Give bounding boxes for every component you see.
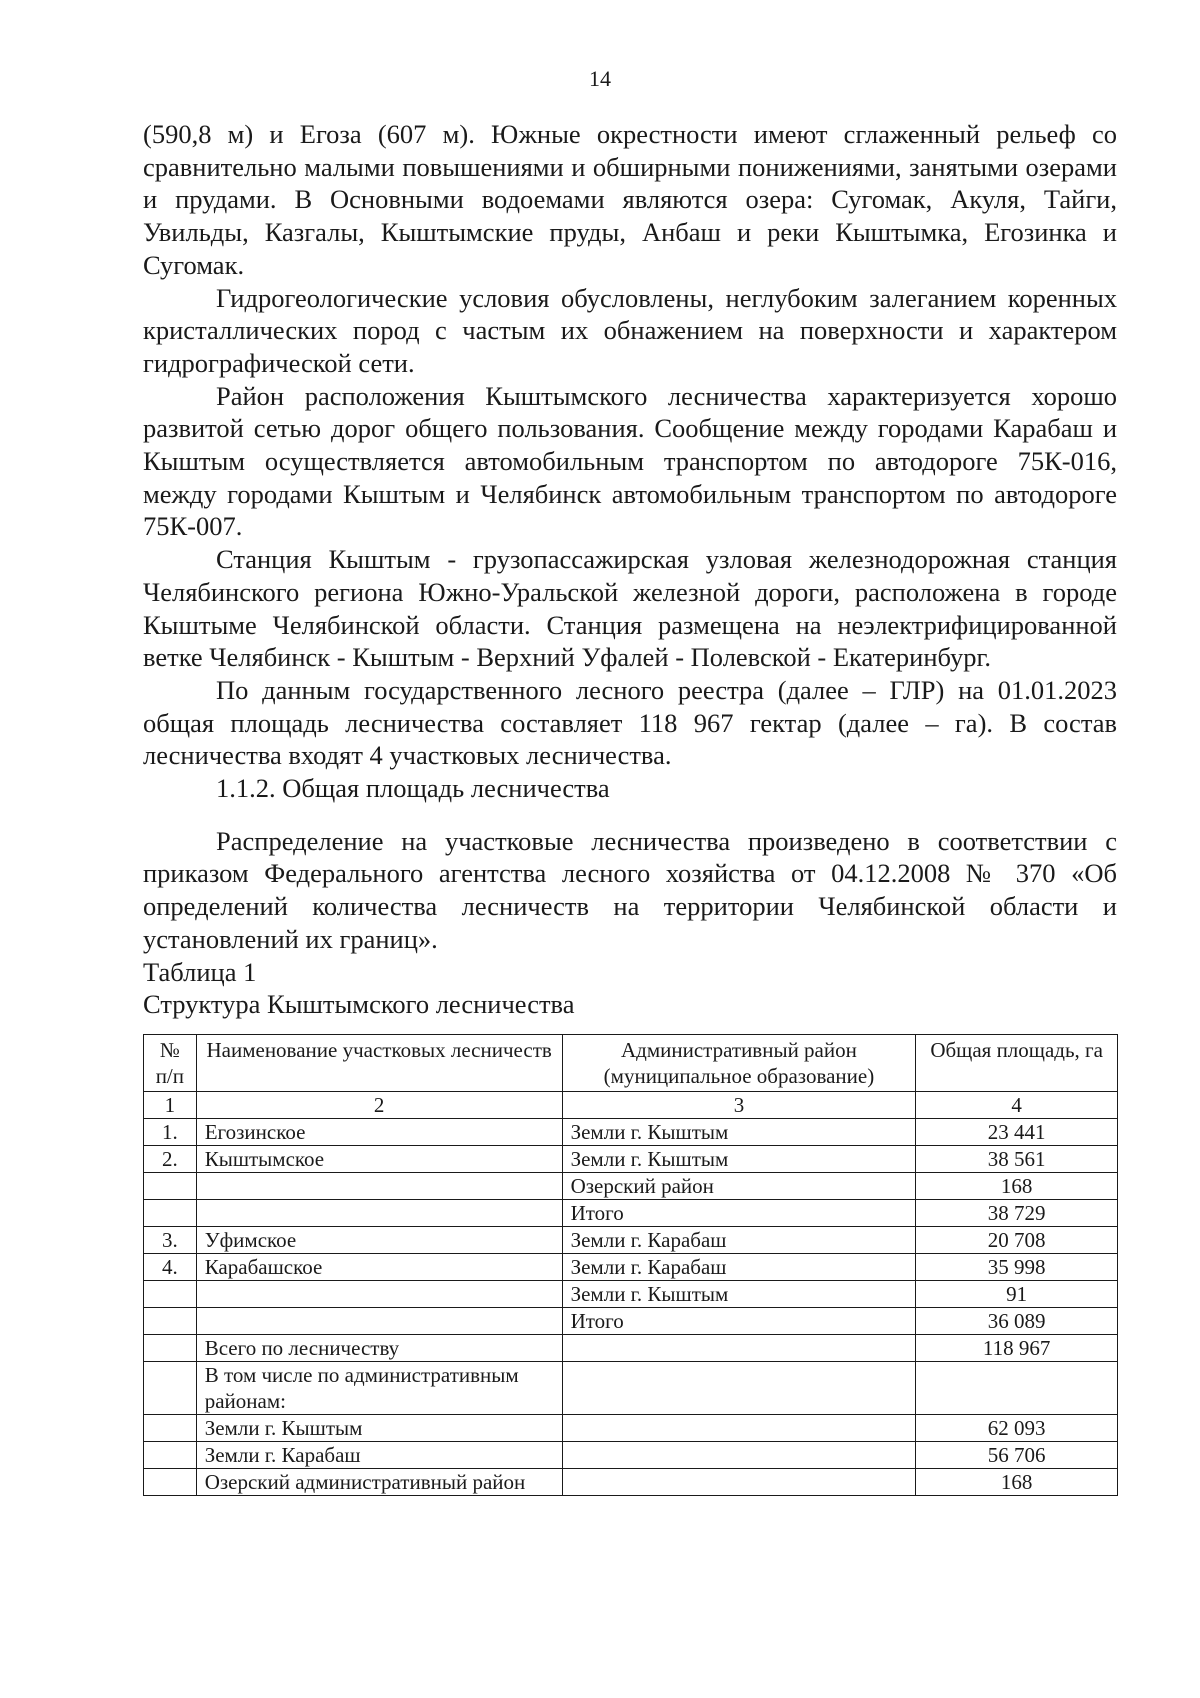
region-cell xyxy=(562,1335,916,1362)
area-cell: 168 xyxy=(916,1469,1118,1496)
column-number-cell: 4 xyxy=(916,1092,1118,1119)
column-number-cell: 1 xyxy=(144,1092,197,1119)
region-cell: Итого xyxy=(562,1200,916,1227)
row-number-cell xyxy=(144,1308,197,1335)
name-cell: В том числе по административным районам: xyxy=(196,1362,562,1415)
region-cell: Озерский район xyxy=(562,1173,916,1200)
area-cell: 38 561 xyxy=(916,1146,1118,1173)
row-number-cell xyxy=(144,1469,197,1496)
name-cell xyxy=(196,1308,562,1335)
table-row xyxy=(144,1227,1118,1254)
paragraph: Распределение на участковые лесничества произведено в соответствии с приказом Федерального агентства лесного хозяйства от 04.12.2008 № 370 «Об определений количества лесничеств на территории Челябинской области и установлений их границ». xyxy=(143,825,1117,954)
area-cell: 168 xyxy=(916,1173,1118,1200)
table-row xyxy=(144,1308,1118,1335)
region-cell: Земли г. Карабаш xyxy=(562,1254,916,1281)
table-row xyxy=(144,1442,1118,1469)
header-cell: № п/п xyxy=(144,1035,197,1092)
paragraph: Район расположения Кыштымского лесничества характеризуется хорошо развитой сетью дорог общего пользования. Сообщение между городами Карабаш и Кыштым осуществляется автомобильным транспортом по автодороге 75К-016, между городами Кыштым и Челябинск автомобильным транспортом по автодороге 75К-007. xyxy=(143,380,1117,542)
area-cell: 35 998 xyxy=(916,1254,1118,1281)
paragraph: (590,8 м) и Егоза (607 м). Южные окрестности имеют сглаженный рельеф со сравнительно малыми повышениями и обширными понижениями, занятыми озерами и прудами. В Основными водоемами являются озера: Сугомак, Акуля, Тайги, Увильды, Казгалы, Кыштымские пруды, Анбаш и реки Кыштымка, Егозинка и Сугомак. xyxy=(143,119,1117,280)
table-row xyxy=(144,1281,1118,1308)
row-number-cell xyxy=(144,1442,197,1469)
column-number-cell: 2 xyxy=(196,1092,562,1119)
name-cell: Земли г. Кыштым xyxy=(196,1415,562,1442)
table-row xyxy=(144,1469,1118,1496)
row-number-cell xyxy=(144,1281,197,1308)
body-text xyxy=(143,118,1117,1021)
region-cell xyxy=(562,1415,916,1442)
row-number-cell: 2. xyxy=(144,1146,197,1173)
paragraph: По данным государственного лесного реестра (далее – ГЛР) на 01.01.2023 общая площадь лесничества составляет 118 967 гектар (далее – га). В состав лесничества входят 4 участковых лесничества. xyxy=(143,674,1117,771)
table-caption: Таблица 1 xyxy=(143,956,257,987)
paragraph: Станция Кыштым - грузопассажирская узловая железнодорожная станция Челябинского региона Южно-Уральской железной дороги, расположена в городе Кыштыме Челябинской области. Станция размещена на неэлектрифицированной ветке Челябинск - Кыштым - Верхний Уфалей - Полевской - Екатеринбург. xyxy=(143,544,1117,673)
area-cell: 38 729 xyxy=(916,1200,1118,1227)
table-row xyxy=(144,1146,1118,1173)
row-number-cell xyxy=(144,1415,197,1442)
row-number-cell xyxy=(144,1362,197,1415)
region-cell: Земли г. Кыштым xyxy=(562,1146,916,1173)
name-cell: Земли г. Карабаш xyxy=(196,1442,562,1469)
table-title: Структура Кыштымского лесничества xyxy=(143,989,575,1020)
area-cell: 36 089 xyxy=(916,1308,1118,1335)
region-cell xyxy=(562,1362,916,1415)
row-number-cell: 1. xyxy=(144,1119,197,1146)
section-heading: 1.1.2. Общая площадь лесничества xyxy=(216,773,610,804)
name-cell: Егозинское xyxy=(196,1119,562,1146)
region-cell: Земли г. Карабаш xyxy=(562,1227,916,1254)
row-number-cell: 4. xyxy=(144,1254,197,1281)
name-cell: Озерский административный район xyxy=(196,1469,562,1496)
table-row xyxy=(144,1254,1118,1281)
area-cell: 20 708 xyxy=(916,1227,1118,1254)
header-cell: Наименование участковых лесничеств xyxy=(196,1035,562,1092)
row-number-cell xyxy=(144,1200,197,1227)
row-number-cell: 3. xyxy=(144,1227,197,1254)
name-cell xyxy=(196,1281,562,1308)
area-cell: 62 093 xyxy=(916,1415,1118,1442)
name-cell xyxy=(196,1173,562,1200)
region-cell xyxy=(562,1469,916,1496)
name-cell xyxy=(196,1200,562,1227)
table-header-row xyxy=(144,1035,1118,1092)
table-row xyxy=(144,1415,1118,1442)
region-cell xyxy=(562,1442,916,1469)
region-cell: Итого xyxy=(562,1308,916,1335)
region-cell: Земли г. Кыштым xyxy=(562,1281,916,1308)
table-row xyxy=(144,1335,1118,1362)
name-cell: Карабашское xyxy=(196,1254,562,1281)
area-cell xyxy=(916,1362,1118,1415)
name-cell: Всего по лесничеству xyxy=(196,1335,562,1362)
region-cell: Земли г. Кыштым xyxy=(562,1119,916,1146)
header-cell: Административный район (муниципальное образование) xyxy=(562,1035,916,1092)
table-row xyxy=(144,1362,1118,1415)
table-row xyxy=(144,1119,1118,1146)
table-row xyxy=(144,1200,1118,1227)
name-cell: Кыштымское xyxy=(196,1146,562,1173)
row-number-cell xyxy=(144,1335,197,1362)
paragraph: Гидрогеологические условия обусловлены, неглубоким залеганием коренных кристаллических пород с частым их обнажением на поверхности и характером гидрографической сети. xyxy=(143,282,1117,378)
column-number-row xyxy=(144,1092,1118,1119)
row-number-cell xyxy=(144,1173,197,1200)
name-cell: Уфимское xyxy=(196,1227,562,1254)
table-row xyxy=(144,1173,1118,1200)
page-number: 14 xyxy=(589,66,611,91)
area-cell: 23 441 xyxy=(916,1119,1118,1146)
structure-table xyxy=(143,1034,1118,1496)
column-number-cell: 3 xyxy=(562,1092,916,1119)
header-cell: Общая площадь, га xyxy=(916,1035,1118,1092)
area-cell: 91 xyxy=(916,1281,1118,1308)
area-cell: 56 706 xyxy=(916,1442,1118,1469)
area-cell: 118 967 xyxy=(916,1335,1118,1362)
